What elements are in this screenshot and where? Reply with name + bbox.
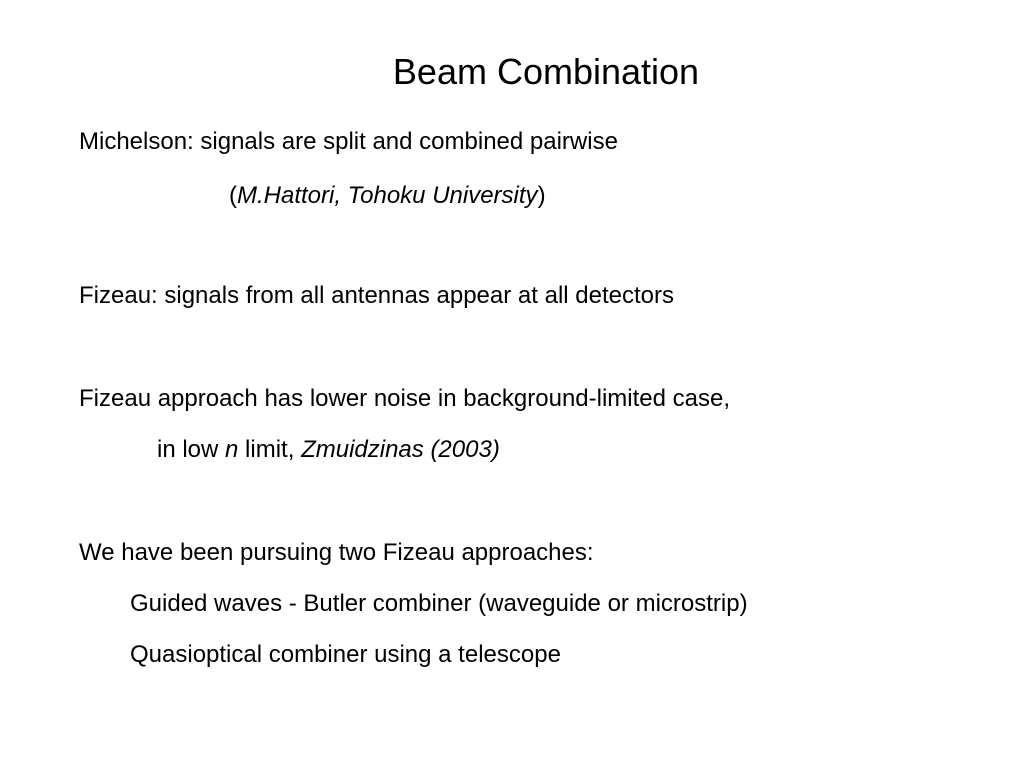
citation-close-paren: ) <box>537 182 546 209</box>
approaches-intro-line: We have been pursuing two Fizeau approaches: <box>79 539 594 566</box>
approach-item: Quasioptical combiner using a telescope <box>130 641 561 668</box>
michelson-line: Michelson: signals are split and combined pairwise <box>79 128 618 155</box>
approach-item: Guided waves - Butler combiner (waveguide or microstrip) <box>130 590 748 617</box>
citation-open-paren: ( <box>229 182 237 209</box>
slide-title: Beam Combination <box>392 51 700 92</box>
noise-sub-prefix: in low <box>157 436 226 463</box>
michelson-citation-line <box>229 181 546 211</box>
noise-sub-line <box>157 435 500 465</box>
citation-text: M.Hattori, Tohoku University <box>237 182 538 209</box>
noise-sub-middle: limit, <box>238 436 302 463</box>
noise-line: Fizeau approach has lower noise in background-limited case, <box>79 385 731 412</box>
fizeau-line: Fizeau: signals from all antennas appear at all detectors <box>79 282 674 309</box>
noise-sub-reference: Zmuidzinas (2003) <box>301 436 500 463</box>
noise-sub-variable: n <box>225 436 239 463</box>
